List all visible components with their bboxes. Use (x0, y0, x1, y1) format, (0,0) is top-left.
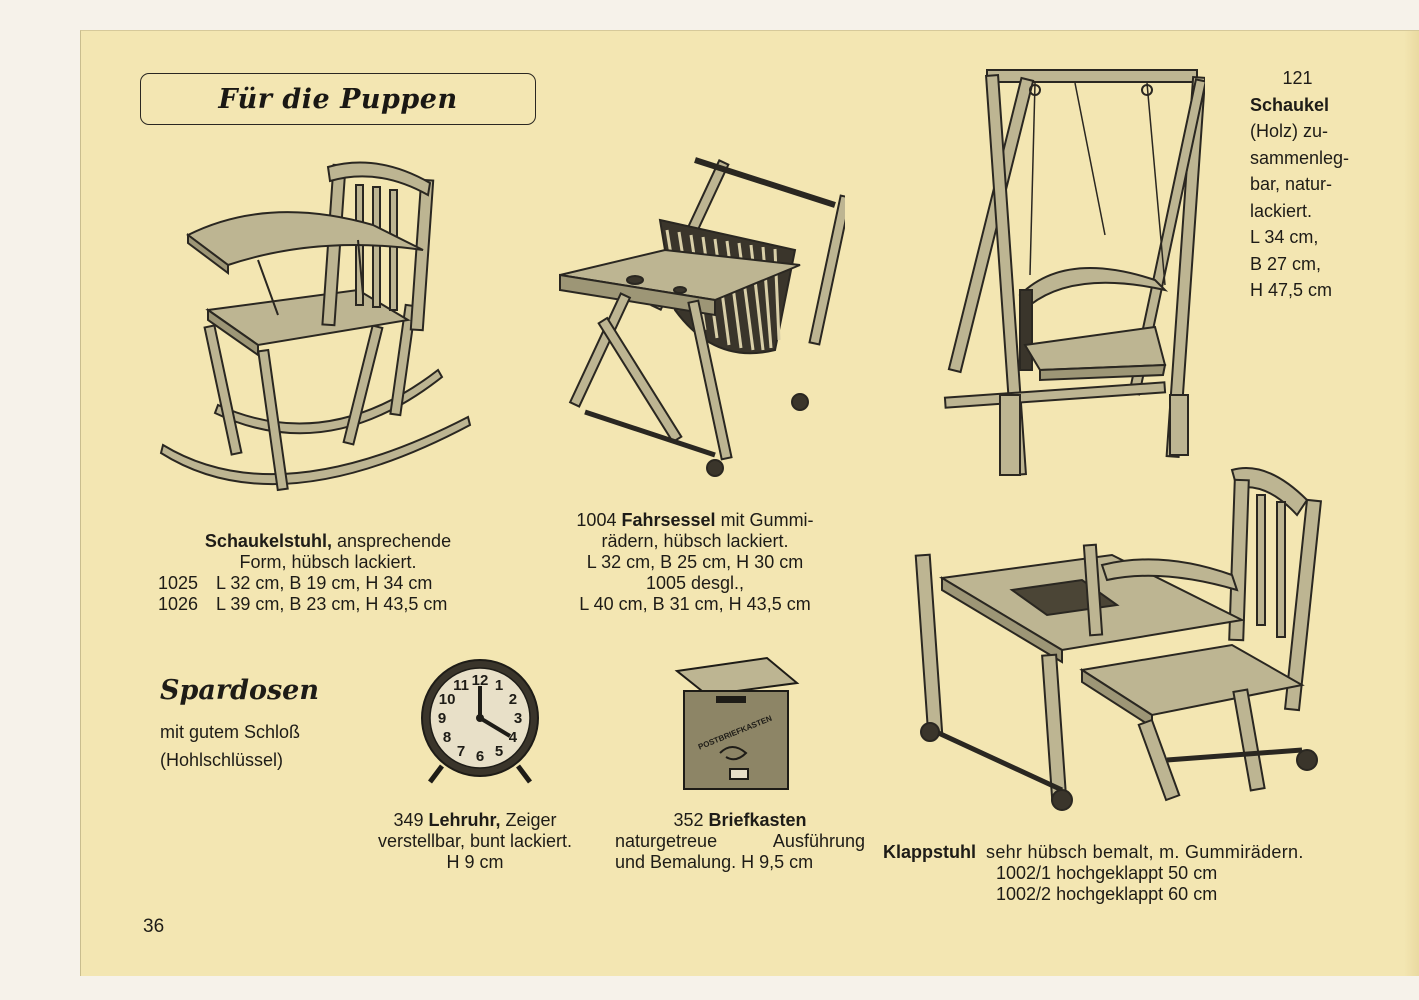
clock-face-number: 5 (494, 742, 504, 760)
clock-face-number: 12 (471, 672, 489, 689)
clock-line-3: H 9 cm (446, 852, 504, 872)
clock-line-2: verstellbar, bunt lackiert. (377, 831, 573, 851)
clock-face-number: 6 (475, 748, 485, 765)
clock-face-number: 9 (437, 710, 447, 727)
travel-chair-name: Fahrsessel (621, 510, 716, 530)
mailbox-description (615, 810, 865, 873)
clock-line-1: Zeiger (505, 810, 557, 830)
rocking-chair-variant-size: L 39 cm, B 23 cm, H 43,5 cm (216, 594, 448, 614)
page-title: Für die Puppen (218, 83, 458, 115)
travel-chair-number: 1004 (576, 510, 617, 530)
swing-number: 121 (1282, 68, 1313, 88)
travel-chair-line-3: L 32 cm, B 25 cm, H 30 cm (586, 552, 804, 572)
money-boxes-description (160, 718, 300, 774)
clock-face-number: 4 (508, 729, 518, 746)
clock-description (350, 810, 600, 873)
mailbox-line-3: und Bemalung. H 9,5 cm (615, 852, 814, 872)
mailbox-line-2: naturgetreue Ausführung (615, 831, 865, 851)
folding-chair-variant-number: 1002/1 (996, 863, 1052, 883)
swing-line-3: bar, natur- (1250, 174, 1333, 194)
money-boxes-line-2: (Hohlschlüssel) (160, 750, 284, 770)
clock-face-number: 1 (494, 677, 504, 695)
clock-face-number: 11 (453, 677, 469, 695)
travel-chair-line-5: L 40 cm, B 31 cm, H 43,5 cm (579, 594, 811, 614)
rocking-chair-variant-size: L 32 cm, B 19 cm, H 34 cm (216, 573, 433, 593)
folding-chair-variant-size: hochgeklappt 50 cm (1056, 863, 1218, 883)
clock-number: 349 (393, 810, 424, 830)
clock-image (412, 658, 552, 788)
travel-chair-line-2: rädern, hübsch lackiert. (601, 531, 789, 551)
swing-line-2: sammenleg- (1250, 147, 1350, 168)
title-box (140, 73, 536, 125)
swing-line-4: lackiert. (1250, 200, 1313, 221)
folding-chair-name: Klappstuhl (883, 842, 976, 862)
travel-chair-line-1: mit Gummi- (720, 510, 814, 530)
money-boxes-line-1: mit gutem Schloß (160, 722, 301, 742)
rocking-chair-description (158, 531, 498, 615)
folding-chair-variant-number: 1002/2 (996, 884, 1052, 904)
clock-face-number: 2 (508, 691, 518, 708)
swing-line-6: B 27 cm, (1250, 253, 1322, 274)
clock-face-number: 8 (442, 729, 452, 746)
mailbox-image (672, 653, 802, 793)
clock-name: Lehruhr, (428, 810, 501, 830)
swing-line-5: L 34 cm, (1250, 227, 1319, 247)
mailbox-name: Briefkasten (708, 810, 807, 830)
folding-chair-desc: sehr hübsch bemalt, m. Gummirädern. (986, 842, 1304, 862)
travel-chair-line-4: 1005 desgl., (645, 573, 745, 593)
rocking-chair-variant-number: 1026 (158, 594, 199, 614)
clock-face-number: 7 (456, 742, 466, 760)
swing-description (1250, 65, 1360, 304)
folding-chair-image (912, 460, 1337, 825)
rocking-chair-name: Schaukelstuhl, (204, 531, 332, 551)
mailbox-number: 352 (673, 810, 704, 830)
folding-chair-description (883, 842, 1383, 905)
clock-face-number: 3 (513, 710, 523, 727)
swing-line-7: H 47,5 cm (1250, 280, 1333, 300)
mailbox-label: POSTBRIEFKASTEN (696, 713, 774, 752)
swing-name: Schaukel (1250, 94, 1330, 115)
page-number: 36 (143, 916, 165, 937)
travel-chair-description (540, 510, 850, 615)
swing-line-1: (Holz) zu- (1250, 121, 1329, 141)
rocking-chair-image (158, 155, 478, 510)
clock-face-number: 10 (438, 691, 456, 708)
swing-image (925, 65, 1205, 485)
travel-chair-image (555, 150, 845, 485)
rocking-chair-desc-2: Form, hübsch lackiert. (239, 552, 417, 572)
rocking-chair-variant-number: 1025 (158, 573, 199, 593)
money-boxes-heading: Spardosen (160, 675, 319, 706)
folding-chair-variant-size: hochgeklappt 60 cm (1056, 884, 1218, 904)
rocking-chair-desc-1: ansprechende (336, 531, 452, 551)
